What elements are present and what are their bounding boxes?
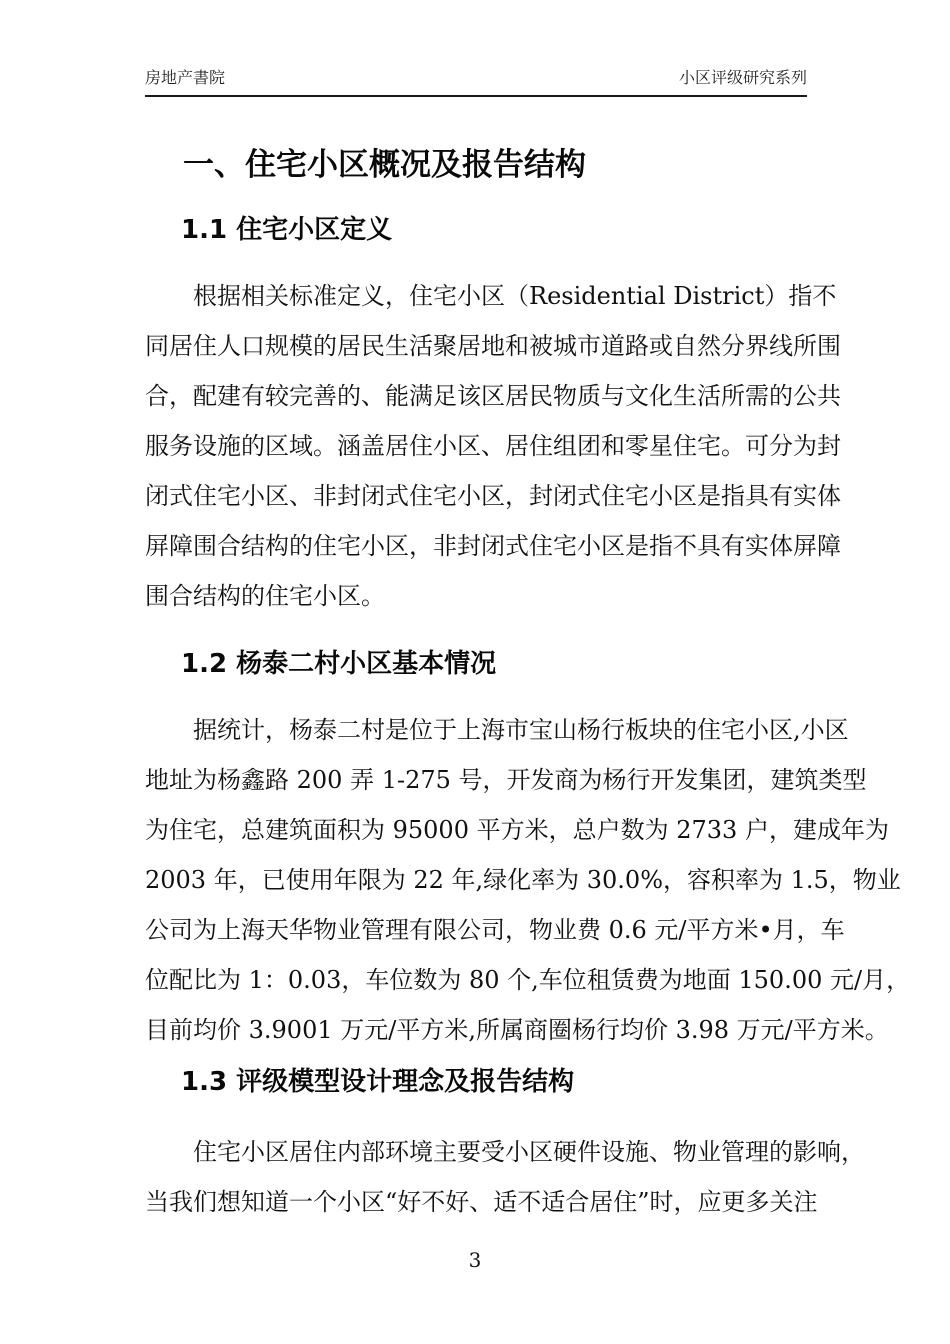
paragraph-line: 公司为上海天华物业管理有限公司，物业费 0.6 元/平方米•月，车 bbox=[145, 916, 845, 944]
header-left-text: 房地产書院 bbox=[145, 68, 226, 87]
paragraph-line: 根据相关标准定义，住宅小区（Residential District）指不 bbox=[193, 282, 837, 310]
paragraph-line: 合，配建有较完善的、能满足该区居民物质与文化生活所需的公共 bbox=[145, 382, 841, 410]
section-1-2 bbox=[145, 647, 911, 1055]
paragraph-line: 2003 年，已使用年限为 22 年,绿化率为 30.0%，容积率为 1.5，物业 bbox=[145, 866, 901, 894]
page-header bbox=[145, 68, 807, 97]
paragraph-line: 屏障围合结构的住宅小区，非封闭式住宅小区是指不具有实体屏障 bbox=[145, 532, 841, 560]
section-heading-1-1: 1.1 住宅小区定义 bbox=[181, 215, 393, 245]
chapter-title: 一、住宅小区概况及报告结构 bbox=[183, 147, 586, 183]
paragraph-line: 围合结构的住宅小区。 bbox=[145, 582, 385, 610]
paragraph bbox=[145, 271, 841, 621]
paragraph-line: 地址为杨鑫路 200 弄 1-275 号，开发商为杨行开发集团，建筑类型 bbox=[145, 766, 867, 794]
paragraph-line: 住宅小区居住内部环境主要受小区硬件设施、物业管理的影响， bbox=[193, 1138, 865, 1166]
paragraph-line: 服务设施的区域。涵盖居住小区、居住组团和零星住宅。可分为封 bbox=[145, 432, 841, 460]
paragraph-line: 同居住人口规模的居民生活聚居地和被城市道路或自然分界线所围 bbox=[145, 332, 841, 360]
paragraph-line: 闭式住宅小区、非封闭式住宅小区，封闭式住宅小区是指具有实体 bbox=[145, 482, 841, 510]
paragraph bbox=[145, 1127, 865, 1227]
header-right-text: 小区评级研究系列 bbox=[678, 68, 807, 87]
paragraph-line: 当我们想知道一个小区“好不好、适不适合居住”时，应更多关注 bbox=[145, 1188, 818, 1216]
section-1-1 bbox=[145, 213, 841, 621]
section-heading-1-3: 1.3 评级模型设计理念及报告结构 bbox=[181, 1067, 575, 1097]
paragraph-line: 为住宅，总建筑面积为 95000 平方米，总户数为 2733 户，建成年为 bbox=[145, 816, 889, 844]
section-heading-1-2: 1.2 杨泰二村小区基本情况 bbox=[181, 649, 497, 679]
paragraph-line: 据统计，杨泰二村是位于上海市宝山杨行板块的住宅小区,小区 bbox=[193, 716, 849, 744]
paragraph-line: 目前均价 3.9001 万元/平方米,所属商圈杨行均价 3.98 万元/平方米。 bbox=[145, 1016, 889, 1044]
paragraph-line: 位配比为 1：0.03，车位数为 80 个,车位租赁费为地面 150.00 元/月， bbox=[145, 966, 911, 994]
section-1-3 bbox=[145, 1065, 865, 1227]
paragraph bbox=[145, 705, 911, 1055]
page-number: 3 bbox=[468, 1248, 482, 1272]
